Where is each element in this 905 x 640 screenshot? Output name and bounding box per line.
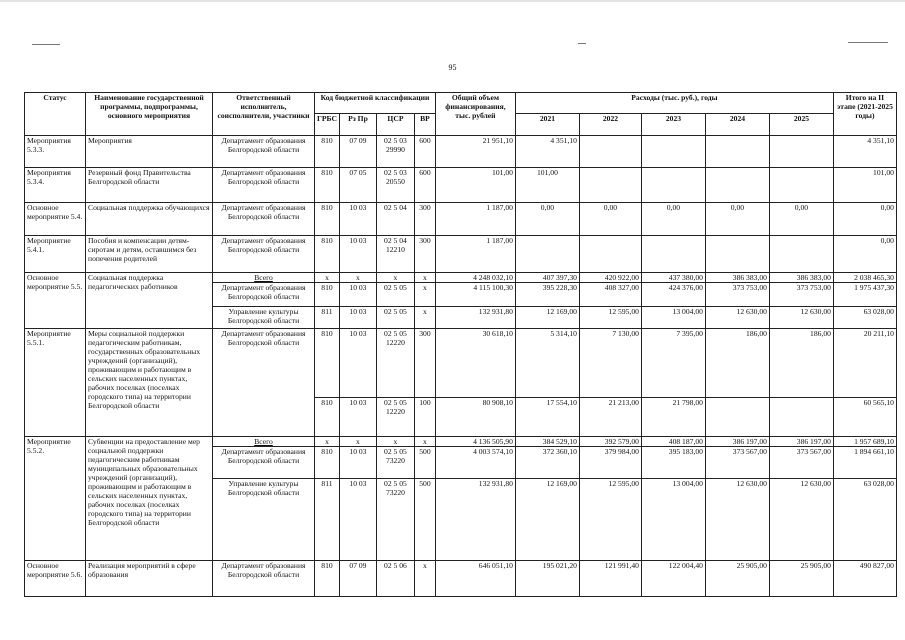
cell-executor: Департамент образования Белгородской области <box>213 283 315 307</box>
cell-2021: 5 314,10 <box>515 329 579 398</box>
cell-executor: Департамент образования Белгородской области <box>213 447 315 479</box>
cell-rz: 10 03 <box>339 329 376 398</box>
cell-csr: 02 5 05 <box>376 283 414 307</box>
cell-rz: 10 03 <box>339 236 376 273</box>
cell-2021: 12 169,00 <box>515 307 579 329</box>
cell-status: Мероприятие 5.4.1. <box>25 236 86 273</box>
cell-2021: 4 351,10 <box>515 136 579 168</box>
cell-grbs: x <box>315 273 340 283</box>
cell-vr: 600 <box>414 168 435 203</box>
cell-name: Резервный фонд Правительства Белгородской области <box>86 168 213 203</box>
cell-2025: 186,00 <box>769 329 833 398</box>
cell-2022: 12 595,00 <box>579 479 641 561</box>
cell-2021: 384 529,10 <box>515 437 579 447</box>
cell-stage-total: 63 028,00 <box>833 479 896 561</box>
scan-edge <box>0 0 905 2</box>
cell-vr: x <box>414 283 435 307</box>
cell-total: 132 931,80 <box>435 307 515 329</box>
header-name: Наименование государственной программы, подпрограммы, основного мероприятия <box>86 93 213 136</box>
cell-stage-total: 0,00 <box>833 203 896 236</box>
cell-csr: 02 5 05 12220 <box>376 398 414 437</box>
cell-executor: Департамент образования Белгородской области <box>213 561 315 597</box>
cell-stage-total: 63 028,00 <box>833 307 896 329</box>
cell-2021: 372 360,10 <box>515 447 579 479</box>
cell-2023 <box>641 168 705 203</box>
cell-2022 <box>579 136 641 168</box>
cell-2024 <box>705 168 769 203</box>
cell-2021 <box>515 236 579 273</box>
cell-vr: 600 <box>414 136 435 168</box>
table-row <box>25 168 897 203</box>
cell-grbs: 811 <box>315 479 340 561</box>
cell-csr: 02 5 04 <box>376 203 414 236</box>
cell-2025: 12 630,00 <box>769 307 833 329</box>
cell-2022: 408 327,00 <box>579 283 641 307</box>
cell-2025 <box>769 168 833 203</box>
header-executor: Ответственный исполнитель, соисполнители, участники <box>213 93 315 136</box>
table-row <box>25 236 897 273</box>
cell-2025: 373 567,00 <box>769 447 833 479</box>
cell-stage-total: 0,00 <box>833 236 896 273</box>
cell-total: 1 187,00 <box>435 236 515 273</box>
cell-2022: 420 922,00 <box>579 273 641 283</box>
table-row <box>25 273 897 283</box>
header-year-2022: 2022 <box>579 114 641 136</box>
cell-vr: 500 <box>414 479 435 561</box>
cell-csr: 02 5 04 12210 <box>376 236 414 273</box>
cell-2022: 0,00 <box>579 203 641 236</box>
cell-executor: Департамент образования Белгородской области <box>213 329 315 437</box>
cell-2021: 195 021,20 <box>515 561 579 597</box>
cell-csr: 02 5 05 73220 <box>376 447 414 479</box>
cell-stage-total: 101,00 <box>833 168 896 203</box>
cell-2023: 13 004,00 <box>641 307 705 329</box>
cell-executor: Управление культуры Белгородской области <box>213 307 315 329</box>
cell-2025 <box>769 236 833 273</box>
cell-executor: Департамент образования Белгородской области <box>213 136 315 168</box>
cell-executor: Всего <box>213 437 315 447</box>
cell-rz: 07 09 <box>339 561 376 597</box>
cell-csr: x <box>376 273 414 283</box>
cell-name: Социальная поддержка педагогических работников <box>86 273 213 329</box>
cell-rz: x <box>339 437 376 447</box>
cell-2025 <box>769 398 833 437</box>
cell-2024 <box>705 398 769 437</box>
cell-stage-total: 2 038 465,30 <box>833 273 896 283</box>
cell-grbs: 810 <box>315 136 340 168</box>
cell-total: 30 618,10 <box>435 329 515 398</box>
cell-vr: x <box>414 437 435 447</box>
cell-status: Мероприятие 5.5.1. <box>25 329 86 437</box>
cell-executor: Департамент образования Белгородской области <box>213 203 315 236</box>
cell-2022 <box>579 168 641 203</box>
cell-rz: 07 05 <box>339 168 376 203</box>
cell-total: 80 908,10 <box>435 398 515 437</box>
table-row <box>25 329 897 398</box>
header-expenses: Расходы (тыс. руб.), годы <box>515 93 833 114</box>
cell-2023: 437 380,00 <box>641 273 705 283</box>
cell-2023: 0,00 <box>641 203 705 236</box>
cell-total: 4 136 505,90 <box>435 437 515 447</box>
cell-2021: 101,00 <box>515 168 579 203</box>
cell-total: 1 187,00 <box>435 203 515 236</box>
cell-executor: Департамент образования Белгородской области <box>213 236 315 273</box>
cell-vr: 100 <box>414 398 435 437</box>
cell-grbs: x <box>315 437 340 447</box>
cell-rz: 10 03 <box>339 307 376 329</box>
table-row <box>25 136 897 168</box>
cell-grbs: 810 <box>315 329 340 398</box>
budget-table <box>24 92 897 597</box>
cell-2024: 386 383,00 <box>705 273 769 283</box>
header-grbs: ГРБС <box>315 114 340 136</box>
cell-vr: x <box>414 273 435 283</box>
cell-name: Мероприятия <box>86 136 213 168</box>
header-status: Статус <box>25 93 86 136</box>
cell-executor: Управление культуры Белгородской области <box>213 479 315 561</box>
scan-mark-left <box>32 44 60 45</box>
page-number: 95 <box>448 63 457 72</box>
cell-2023: 13 004,00 <box>641 479 705 561</box>
header-budget-code: Код бюджетной классификации <box>315 93 436 114</box>
cell-2023: 21 798,00 <box>641 398 705 437</box>
cell-total: 132 931,80 <box>435 479 515 561</box>
cell-grbs: 811 <box>315 307 340 329</box>
scan-mark-right <box>848 42 888 43</box>
cell-2025: 12 630,00 <box>769 479 833 561</box>
cell-2024 <box>705 136 769 168</box>
cell-status: Основное мероприятие 5.5. <box>25 273 86 329</box>
cell-grbs: 810 <box>315 398 340 437</box>
cell-rz: 10 03 <box>339 203 376 236</box>
cell-name: Меры социальной поддержки педагогическим работникам, государственных образовательных учреждений (организаций), проживающим и работающим в сельских населенных пунктах, рабочих поселках (поселках городского типа) на территории Белгородской области <box>86 329 213 437</box>
header-year-2023: 2023 <box>641 114 705 136</box>
cell-2023 <box>641 136 705 168</box>
cell-vr: 500 <box>414 447 435 479</box>
cell-vr: 300 <box>414 203 435 236</box>
cell-grbs: 810 <box>315 203 340 236</box>
cell-stage-total: 4 351,10 <box>833 136 896 168</box>
cell-total: 101,00 <box>435 168 515 203</box>
cell-vr: x <box>414 561 435 597</box>
header-rz-pr: Рз Пр <box>339 114 376 136</box>
cell-2021: 0,00 <box>515 203 579 236</box>
cell-csr: 02 5 03 20550 <box>376 168 414 203</box>
cell-vr: 300 <box>414 236 435 273</box>
cell-2024: 186,00 <box>705 329 769 398</box>
cell-stage-total: 20 211,10 <box>833 329 896 398</box>
cell-2025: 0,00 <box>769 203 833 236</box>
cell-total: 21 951,10 <box>435 136 515 168</box>
cell-csr: x <box>376 437 414 447</box>
cell-status: Основное мероприятие 5.6. <box>25 561 86 597</box>
cell-2022: 12 595,00 <box>579 307 641 329</box>
cell-2021: 17 554,10 <box>515 398 579 437</box>
cell-2024: 373 567,00 <box>705 447 769 479</box>
cell-total: 4 115 100,30 <box>435 283 515 307</box>
cell-rz: 10 03 <box>339 479 376 561</box>
table-row <box>25 561 897 597</box>
cell-name: Реализация мероприятий в сфере образования <box>86 561 213 597</box>
cell-2024 <box>705 236 769 273</box>
cell-stage-total: 60 565,10 <box>833 398 896 437</box>
cell-rz: x <box>339 273 376 283</box>
cell-2023: 424 376,00 <box>641 283 705 307</box>
cell-2024: 386 197,00 <box>705 437 769 447</box>
cell-status: Мероприятия 5.3.3. <box>25 136 86 168</box>
cell-2021: 12 169,00 <box>515 479 579 561</box>
cell-executor: Всего <box>213 273 315 283</box>
cell-2022 <box>579 236 641 273</box>
cell-2022: 379 984,00 <box>579 447 641 479</box>
cell-2022: 121 991,40 <box>579 561 641 597</box>
cell-2025: 373 753,00 <box>769 283 833 307</box>
cell-2024: 12 630,00 <box>705 307 769 329</box>
cell-2023 <box>641 236 705 273</box>
cell-2021: 407 397,30 <box>515 273 579 283</box>
cell-executor: Департамент образования Белгородской области <box>213 168 315 203</box>
scan-mark-center <box>578 43 586 44</box>
cell-total: 4 003 574,10 <box>435 447 515 479</box>
cell-2025 <box>769 136 833 168</box>
cell-csr: 02 5 06 <box>376 561 414 597</box>
cell-name: Социальная поддержка обучающихся <box>86 203 213 236</box>
cell-2022: 21 213,00 <box>579 398 641 437</box>
cell-2022: 7 130,00 <box>579 329 641 398</box>
cell-2024: 0,00 <box>705 203 769 236</box>
cell-csr: 02 5 05 12220 <box>376 329 414 398</box>
cell-2024: 12 630,00 <box>705 479 769 561</box>
header-csr: ЦСР <box>376 114 414 136</box>
cell-stage-total: 1 894 661,10 <box>833 447 896 479</box>
header-year-2021: 2021 <box>515 114 579 136</box>
cell-2022: 392 579,00 <box>579 437 641 447</box>
cell-name: Пособия и компенсации детям-сиротам и детям, оставшимся без попечения родителей <box>86 236 213 273</box>
cell-2023: 122 004,40 <box>641 561 705 597</box>
cell-status: Основное мероприятие 5.4. <box>25 203 86 236</box>
cell-total: 4 248 032,10 <box>435 273 515 283</box>
header-year-2024: 2024 <box>705 114 769 136</box>
cell-grbs: 810 <box>315 168 340 203</box>
cell-vr: 300 <box>414 329 435 398</box>
cell-name: Субвенции на предоставление мер социальной поддержки педагогическим работникам муниципальных образовательных учреждений (организаций), проживающим и работающим в сельских населенных пунктах, рабочих поселках (поселках городского типа) на территории Белгородской области <box>86 437 213 561</box>
cell-rz: 10 03 <box>339 447 376 479</box>
cell-2025: 386 197,00 <box>769 437 833 447</box>
cell-2023: 408 187,00 <box>641 437 705 447</box>
cell-2023: 7 395,00 <box>641 329 705 398</box>
cell-csr: 02 5 05 <box>376 307 414 329</box>
cell-total: 646 051,10 <box>435 561 515 597</box>
cell-stage-total: 490 827,00 <box>833 561 896 597</box>
cell-grbs: 810 <box>315 447 340 479</box>
cell-status: Мероприятие 5.5.2. <box>25 437 86 561</box>
cell-grbs: 810 <box>315 283 340 307</box>
header-vr: ВР <box>414 114 435 136</box>
cell-stage-total: 1 975 437,30 <box>833 283 896 307</box>
table-row <box>25 437 897 447</box>
cell-2023: 395 183,00 <box>641 447 705 479</box>
header-stage-total: Итого на II этапе (2021-2025 годы) <box>833 93 896 136</box>
cell-2025: 386 383,00 <box>769 273 833 283</box>
cell-grbs: 810 <box>315 561 340 597</box>
cell-csr: 02 5 05 73220 <box>376 479 414 561</box>
cell-rz: 10 03 <box>339 398 376 437</box>
cell-stage-total: 1 957 689,10 <box>833 437 896 447</box>
cell-csr: 02 5 03 29990 <box>376 136 414 168</box>
cell-2024: 373 753,00 <box>705 283 769 307</box>
cell-status: Мероприятия 5.3.4. <box>25 168 86 203</box>
table-row <box>25 203 897 236</box>
cell-2024: 25 905,00 <box>705 561 769 597</box>
cell-2021: 395 228,30 <box>515 283 579 307</box>
header-total: Общий объем финансирования, тыс. рублей <box>435 93 515 136</box>
cell-vr: x <box>414 307 435 329</box>
cell-grbs: 810 <box>315 236 340 273</box>
cell-rz: 07 09 <box>339 136 376 168</box>
cell-2025: 25 905,00 <box>769 561 833 597</box>
cell-rz: 10 03 <box>339 283 376 307</box>
header-year-2025: 2025 <box>769 114 833 136</box>
